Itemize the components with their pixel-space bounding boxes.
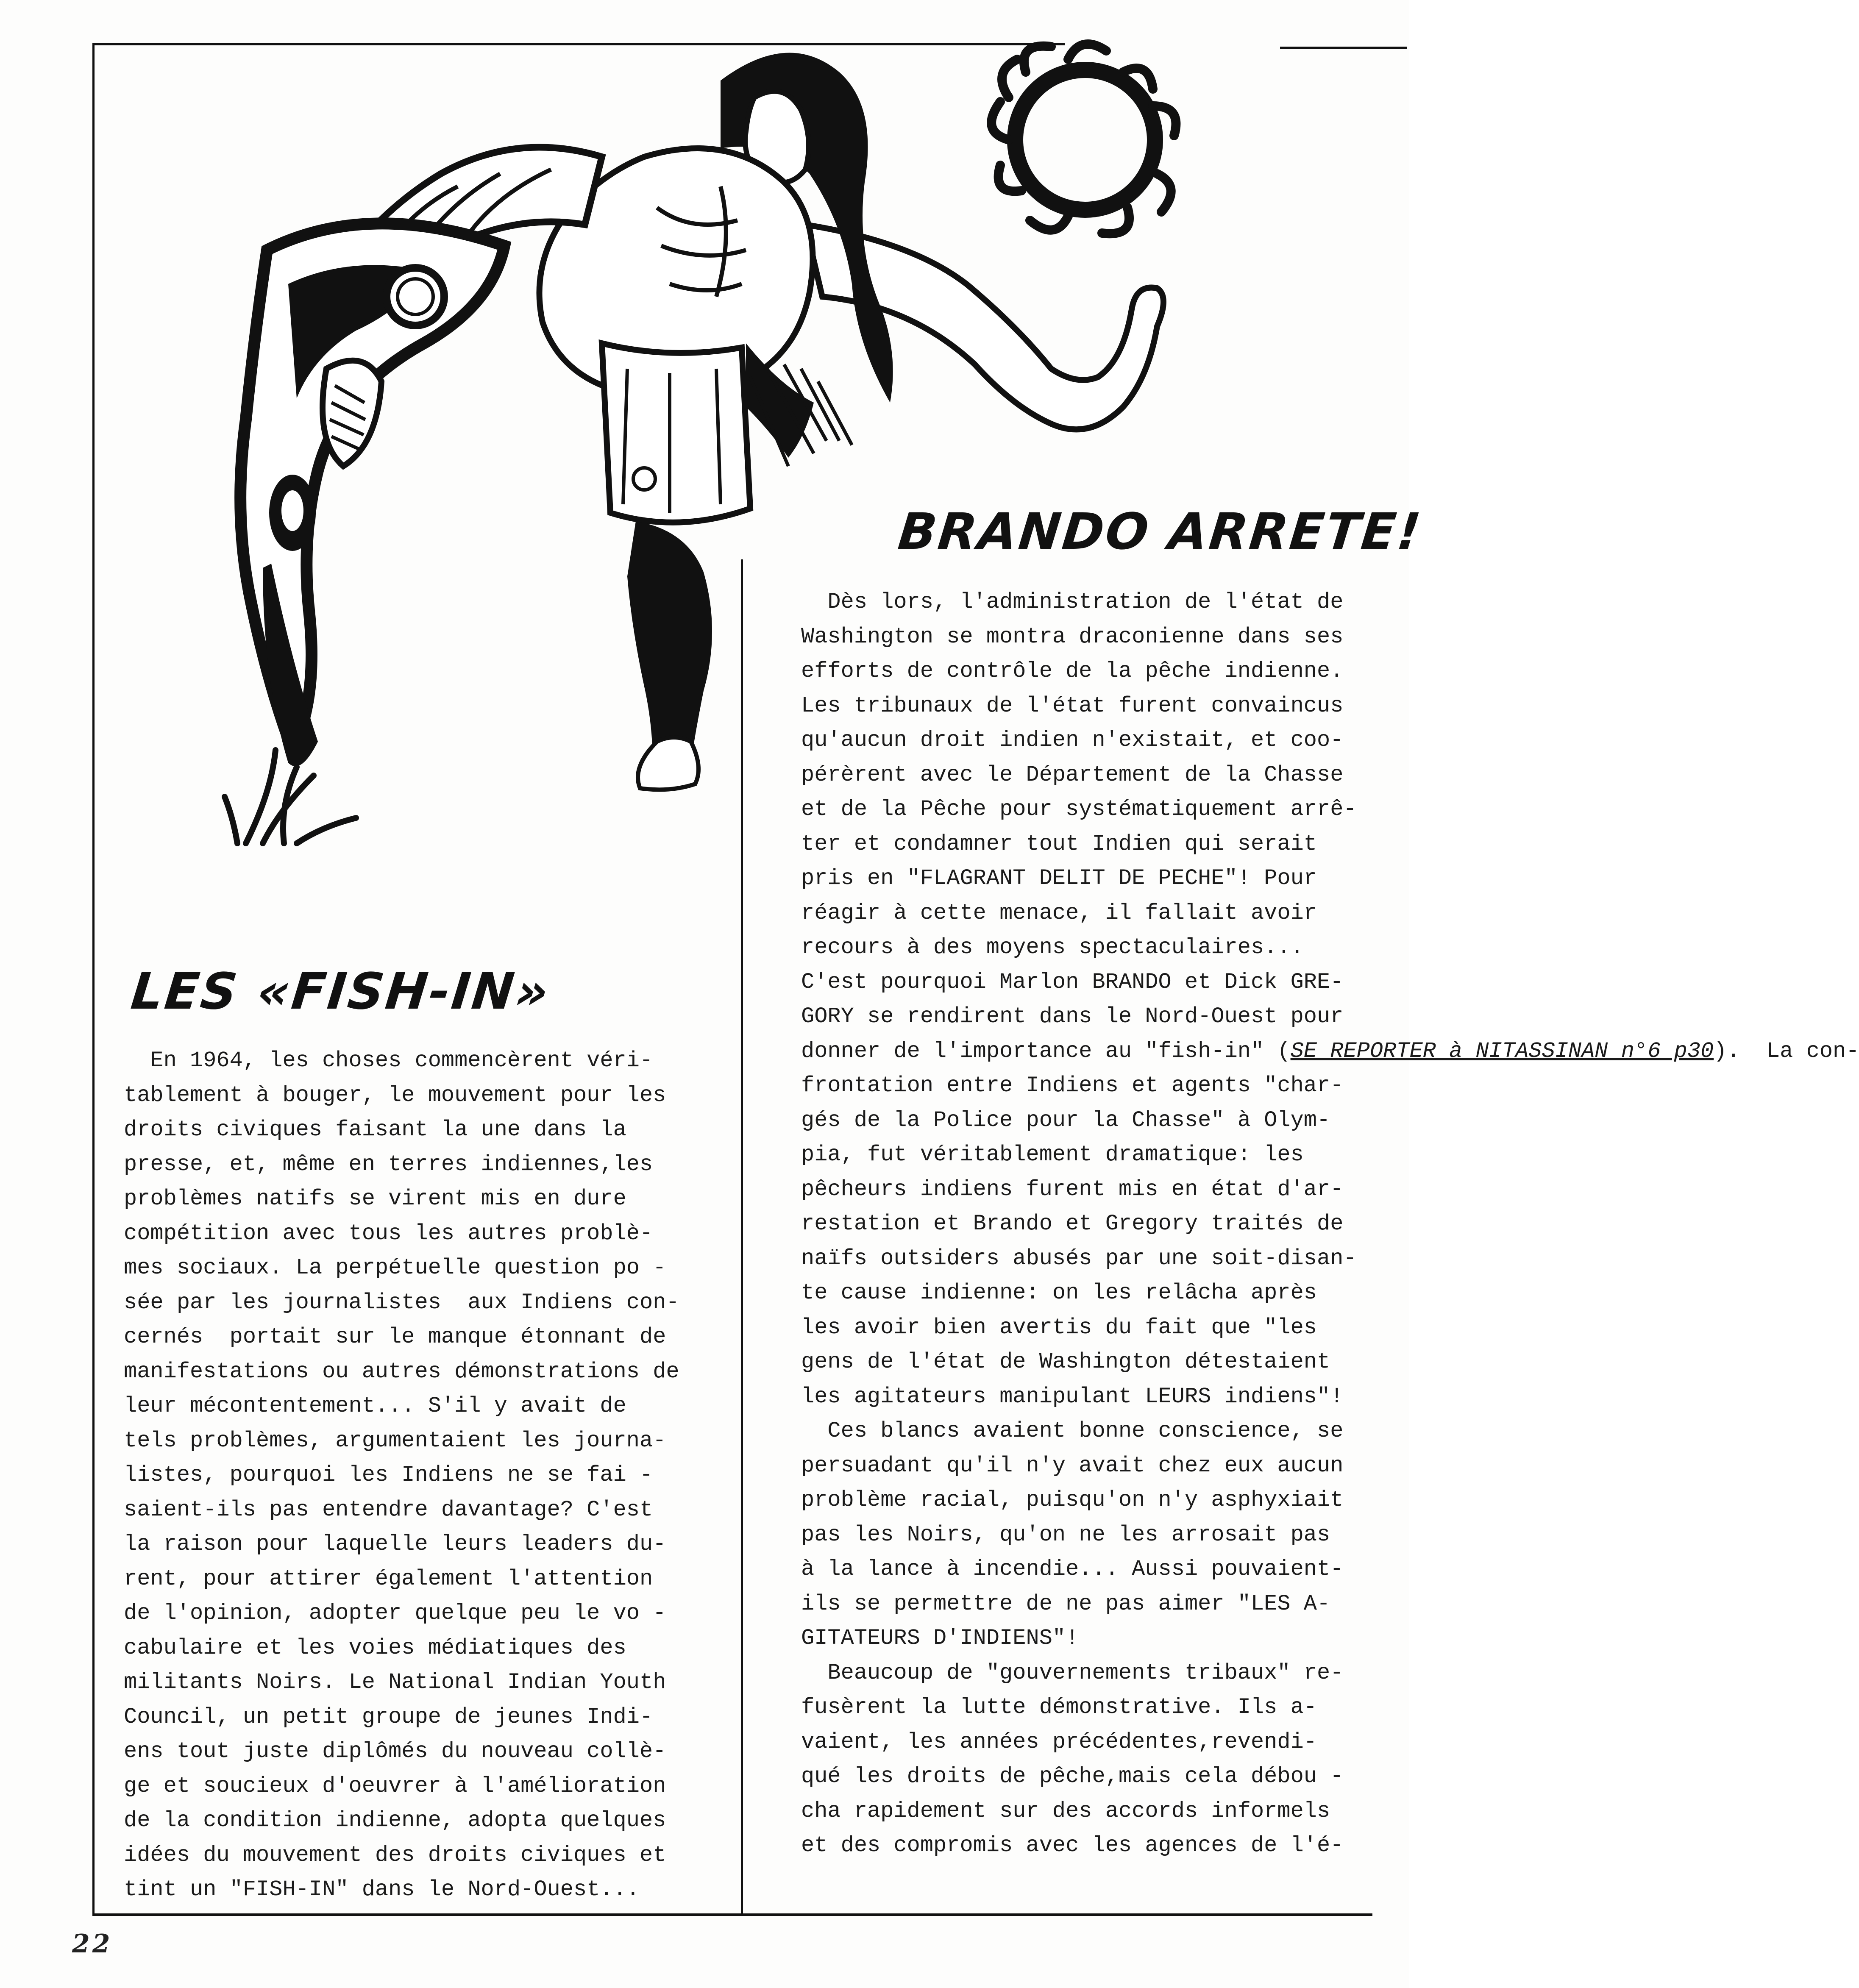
right-column-line: te cause indienne: on les relâcha après <box>801 1280 1317 1305</box>
frame-bottom-rule <box>92 1913 1372 1916</box>
left-column-text <box>124 1043 726 1907</box>
right-column-line: problème racial, puisqu'on n'y asphyxiait <box>801 1488 1344 1513</box>
right-column-line: gés de la Police pour la Chasse" à Olym- <box>801 1107 1330 1133</box>
right-column-line: gens de l'état de Washington détestaient <box>801 1349 1330 1374</box>
right-column-line: GITATEURS D'INDIENS"! <box>801 1626 1079 1651</box>
right-column-line: ils se permettre de ne pas aimer "LES A- <box>801 1591 1330 1616</box>
right-column-line: Washington se montra draconienne dans ses <box>801 624 1344 649</box>
left-column-line: cernés portait sur le manque étonnant de <box>124 1324 666 1349</box>
right-column-line: pêcheurs indiens furent mis en état d'ar- <box>801 1176 1344 1202</box>
right-column-line: Dès lors, l'administration de l'état de <box>801 589 1344 614</box>
left-column-line: idées du mouvement des droits civiques et <box>124 1842 666 1868</box>
headline-fish-in: LES «FISH-IN» <box>128 962 553 1020</box>
right-column-line: pris en "FLAGRANT DELIT DE PECHE"! Pour <box>801 866 1317 891</box>
reference-line <box>801 1034 1859 1069</box>
right-column-line: et des compromis avec les agences de l'é- <box>801 1833 1344 1858</box>
left-column-line: ge et soucieux d'oeuvrer à l'amélioration <box>124 1773 666 1799</box>
right-column-line: qu'aucun droit indien n'existait, et coo- <box>801 728 1344 753</box>
left-column-line: problèmes natifs se virent mis en dure <box>124 1186 626 1211</box>
left-column-line: listes, pourquoi les Indiens ne se fai - <box>124 1463 653 1488</box>
fish-spirit-drawing <box>240 223 504 766</box>
right-column-line: les agitateurs manipulant LEURS indiens"! <box>801 1384 1344 1409</box>
reference-note: SE REPORTER à NITASSINAN n°6 p30 <box>1290 1038 1714 1064</box>
right-column-line: pia, fut véritablement dramatique: les <box>801 1142 1304 1167</box>
reference-prefix: donner de l'importance au "fish-in" ( <box>801 1038 1291 1064</box>
left-column-line: presse, et, même en terres indiennes,les <box>124 1151 653 1177</box>
right-column-line: persuadant qu'il n'y avait chez eux aucun <box>801 1453 1344 1478</box>
sun-disc-drawing <box>991 44 1176 234</box>
right-column-line: les avoir bien avertis du fait que "les <box>801 1315 1317 1340</box>
left-column-line: saient-ils pas entendre davantage? C'est <box>124 1497 653 1522</box>
right-column-line: C'est pourquoi Marlon BRANDO et Dick GRE- <box>801 969 1344 995</box>
right-column-line: efforts de contrôle de la pêche indienne. <box>801 659 1344 684</box>
frame-top-right-rule <box>1280 47 1407 49</box>
right-column-line: restation et Brando et Gregory traités de <box>801 1211 1344 1236</box>
leg-drawing <box>627 521 712 763</box>
right-column-line: Beaucoup de "gouvernements tribaux" re- <box>801 1660 1344 1685</box>
right-column-line: naïfs outsiders abusés par une soit-disan- <box>801 1246 1357 1271</box>
right-column-line: pérèrent avec le Département de la Chasse <box>801 762 1344 787</box>
right-column-line: Les tribunaux de l'état furent convaincus <box>801 693 1344 718</box>
left-column-line: Council, un petit groupe de jeunes Indi- <box>124 1704 653 1729</box>
right-column-line: fusèrent la lutte démonstrative. Ils a- <box>801 1695 1317 1720</box>
right-column-line: à la lance à incendie... Aussi pouvaient- <box>801 1557 1344 1582</box>
right-column-part-b <box>801 1068 1361 1863</box>
left-column-line: rent, pour attirer également l'attention <box>124 1566 653 1591</box>
right-column-line: cha rapidement sur des accords informels <box>801 1798 1330 1824</box>
right-column-line: GORY se rendirent dans le Nord-Ouest pour <box>801 1004 1344 1029</box>
left-column-line: droits civiques faisant la une dans la <box>124 1117 626 1142</box>
right-column-line: ter et condamner tout Indien qui serait <box>801 831 1317 856</box>
right-column-line: recours à des moyens spectaculaires... <box>801 935 1304 960</box>
left-column-line: de l'opinion, adopter quelque peu le vo - <box>124 1601 666 1626</box>
right-column-line: et de la Pêche pour systématiquement arrê- <box>801 797 1357 822</box>
frame-left-rule <box>92 43 95 1916</box>
page-number: 22 <box>72 1929 113 1959</box>
left-column-line: ens tout juste diplômés du nouveau collè- <box>124 1739 666 1764</box>
left-column-line: tablement à bouger, le mouvement pour les <box>124 1082 666 1108</box>
headline-brando-arrete: BRANDO ARRETE! <box>895 502 1425 561</box>
left-column-line: mes sociaux. La perpétuelle question po - <box>124 1255 666 1280</box>
right-column-line: frontation entre Indiens et agents "char- <box>801 1073 1344 1098</box>
left-column-line: manifestations ou autres démonstrations de <box>124 1359 679 1384</box>
left-column-line: En 1964, les choses commencèrent véri- <box>124 1048 653 1073</box>
right-column-text <box>801 585 1859 1863</box>
left-column-line: la raison pour laquelle leurs leaders du- <box>124 1532 666 1557</box>
right-column-line: réagir à cette menace, il fallait avoir <box>801 900 1317 926</box>
frame-top-rule <box>94 43 1065 45</box>
left-column-line: tels problèmes, argumentaient les journa- <box>124 1428 666 1453</box>
left-column-line: de la condition indienne, adopta quelques <box>124 1808 666 1833</box>
left-column-line: compétition avec tous les autres problè- <box>124 1221 653 1246</box>
right-column-line: vaient, les années précédentes,revendi- <box>801 1729 1317 1754</box>
reference-suffix: ). La con- <box>1714 1038 1859 1064</box>
right-column-line: pas les Noirs, qu'on ne les arrosait pas <box>801 1522 1330 1547</box>
left-column-line: militants Noirs. Le National Indian Youth <box>124 1670 666 1695</box>
left-column-line: tint un "FISH-IN" dans le Nord-Ouest... <box>124 1877 640 1902</box>
right-column-part-a <box>801 585 1361 1034</box>
right-column-line: Ces blancs avaient bonne conscience, se <box>801 1418 1344 1443</box>
right-column-line: qué les droits de pêche,mais cela débou - <box>801 1764 1344 1789</box>
left-column-line: leur mécontentement... S'il y avait de <box>124 1393 626 1418</box>
left-column-line: cabulaire et les voies médiatiques des <box>124 1635 626 1660</box>
left-column-line: sée par les journalistes aux Indiens con- <box>124 1290 679 1315</box>
